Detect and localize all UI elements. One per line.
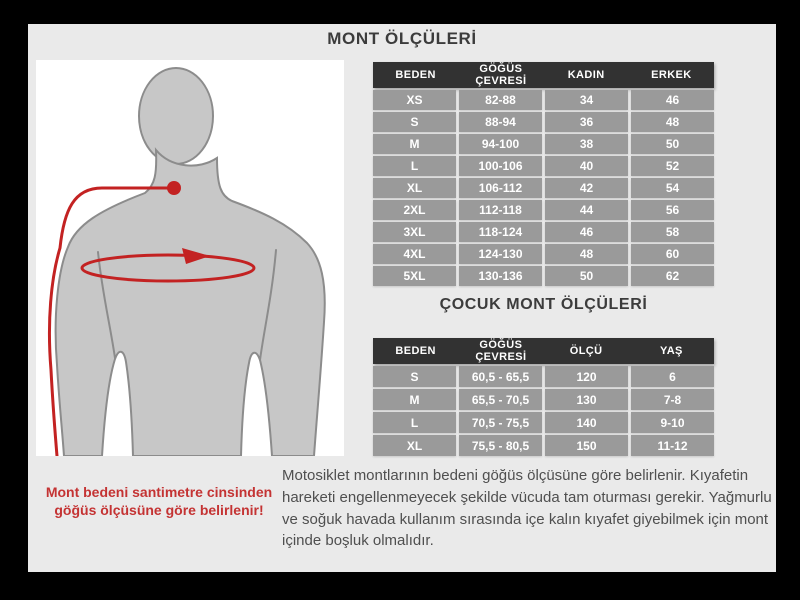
- neck-measure-point: [167, 181, 181, 195]
- column-header-erkek: ERKEK: [651, 69, 692, 82]
- table-row: [373, 90, 714, 110]
- table-cell: 94-100: [459, 134, 542, 154]
- figure-torso: [56, 150, 325, 456]
- table-row: [373, 222, 714, 242]
- table-row: [373, 156, 714, 176]
- table-cell: S: [373, 366, 456, 387]
- table-cell: L: [373, 412, 456, 433]
- table-cell: 46: [545, 222, 628, 242]
- table-cell: 75,5 - 80,5: [459, 435, 542, 456]
- table-cell: 7-8: [631, 389, 714, 410]
- figure-head: [139, 68, 213, 164]
- table-cell: 112-118: [459, 200, 542, 220]
- column-header-kadin: KADIN: [567, 69, 605, 82]
- table-cell: 42: [545, 178, 628, 198]
- table-cell: 60,5 - 65,5: [459, 366, 542, 387]
- table-cell: 40: [545, 156, 628, 176]
- table-cell: 44: [545, 200, 628, 220]
- table-row: [373, 134, 714, 154]
- table-cell: 100-106: [459, 156, 542, 176]
- table-cell: 106-112: [459, 178, 542, 198]
- table-cell: 48: [545, 244, 628, 264]
- column-header-beden: BEDEN: [395, 345, 436, 358]
- table-cell: 52: [631, 156, 714, 176]
- table-cell: 3XL: [373, 222, 456, 242]
- table-cell: 9-10: [631, 412, 714, 433]
- adult-table-header-row: [373, 62, 714, 88]
- table-cell: 36: [545, 112, 628, 132]
- table-cell: 4XL: [373, 244, 456, 264]
- torso-measurement-illustration: [36, 60, 344, 456]
- adult-size-table: [373, 62, 714, 286]
- table-row: [373, 112, 714, 132]
- table-row: [373, 200, 714, 220]
- table-cell: 60: [631, 244, 714, 264]
- column-header-gogus-cevresi: GÖĞÜS ÇEVRESİ: [475, 63, 527, 88]
- table-cell: 88-94: [459, 112, 542, 132]
- content-area: [28, 24, 776, 572]
- table-cell: 50: [545, 266, 628, 286]
- table-cell: XL: [373, 435, 456, 456]
- table-cell: 38: [545, 134, 628, 154]
- column-header-beden: BEDEN: [395, 69, 436, 82]
- table-cell: M: [373, 389, 456, 410]
- table-cell: 11-12: [631, 435, 714, 456]
- table-cell: 48: [631, 112, 714, 132]
- table-row: [373, 366, 714, 387]
- table-cell: 46: [631, 90, 714, 110]
- table-cell: 140: [545, 412, 628, 433]
- table-row: [373, 244, 714, 264]
- table-row: [373, 435, 714, 456]
- table-cell: 54: [631, 178, 714, 198]
- table-cell: 130: [545, 389, 628, 410]
- children-section-title: ÇOCUK MONT ÖLÇÜLERİ: [439, 296, 648, 313]
- table-cell: S: [373, 112, 456, 132]
- table-cell: 70,5 - 75,5: [459, 412, 542, 433]
- table-cell: XL: [373, 178, 456, 198]
- fit-description: Motosiklet montlarının bedeni göğüs ölçüsüne göre belirlenir. Kıyafetin hareketi engellenmeyecek şekilde vücuda tam oturması gerekir. Yağmurlu ve soğuk havada kullanım sırasında içe kalın kıyafet giyebilmek için mont içinde boşluk olmalıdır.: [282, 467, 772, 550]
- table-cell: 58: [631, 222, 714, 242]
- table-cell: 56: [631, 200, 714, 220]
- table-cell: 6: [631, 366, 714, 387]
- table-cell: 62: [631, 266, 714, 286]
- table-cell: L: [373, 156, 456, 176]
- children-table-header-row: [373, 338, 714, 364]
- children-size-table: [373, 338, 714, 456]
- size-note: Mont bedeni santimetre cinsinden göğüs ölçüsüne göre belirlenir!: [45, 484, 273, 518]
- column-header-yas: YAŞ: [659, 345, 683, 358]
- table-cell: 5XL: [373, 266, 456, 286]
- table-cell: 130-136: [459, 266, 542, 286]
- table-cell: 2XL: [373, 200, 456, 220]
- table-row: [373, 178, 714, 198]
- table-row: [373, 266, 714, 286]
- table-cell: 34: [545, 90, 628, 110]
- column-header-olcu: ÖLÇÜ: [569, 345, 603, 358]
- column-header-gogus-cevresi: GÖĞÜS ÇEVRESİ: [475, 339, 527, 364]
- table-cell: XS: [373, 90, 456, 110]
- table-cell: 124-130: [459, 244, 542, 264]
- measurement-figure-panel: [36, 60, 344, 456]
- table-cell: 65,5 - 70,5: [459, 389, 542, 410]
- table-cell: 120: [545, 366, 628, 387]
- table-row: [373, 412, 714, 433]
- table-row: [373, 389, 714, 410]
- table-cell: M: [373, 134, 456, 154]
- page-title: MONT ÖLÇÜLERİ: [327, 29, 477, 48]
- table-cell: 118-124: [459, 222, 542, 242]
- table-cell: 150: [545, 435, 628, 456]
- table-cell: 82-88: [459, 90, 542, 110]
- table-cell: 50: [631, 134, 714, 154]
